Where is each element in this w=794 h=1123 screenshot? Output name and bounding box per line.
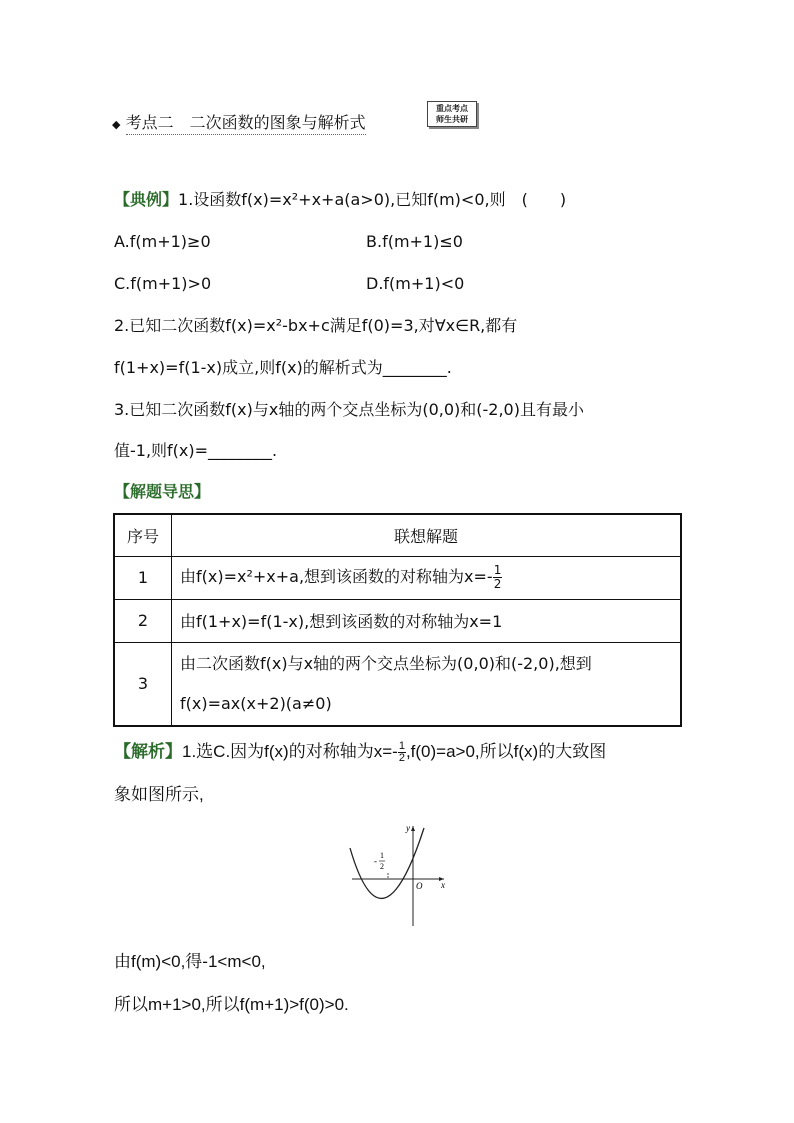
row-text-main: 由f(x)=x²+x+a,想到该函数的对称轴为x=- <box>180 567 493 586</box>
frac-denominator: 2 <box>398 752 405 764</box>
question-2-line-2: f(1+x)=f(1-x)成立,则f(x)的解析式为________. <box>114 358 452 377</box>
solution-line-4: 所以m+1>0,所以f(m+1)>f(0)>0. <box>114 995 349 1014</box>
question-2-line-1: 2.已知二次函数f(x)=x²-bx+c满足f(0)=3,对∀x∈R,都有 <box>114 316 518 335</box>
solution-line-1 <box>114 741 606 764</box>
guide-label-text: 【解题导思】 <box>114 482 211 501</box>
row-text <box>172 642 682 726</box>
x-axis-label: x <box>441 880 445 890</box>
table-row <box>114 556 681 599</box>
row-text: 由f(1+x)=f(1-x),想到该函数的对称轴为x=1 <box>172 599 682 642</box>
tick-denominator: 2 <box>380 862 384 871</box>
section-title: 考点二 二次函数的图象与解析式 <box>126 113 366 135</box>
table-header-row <box>114 514 681 556</box>
section-badge <box>427 101 477 127</box>
guide-label <box>114 482 210 502</box>
example-label: 【典例】 <box>114 190 179 209</box>
row-num: 2 <box>114 599 172 642</box>
section-heading <box>112 113 366 135</box>
fraction <box>493 564 503 591</box>
badge-line-1: 重点考点 <box>436 104 468 113</box>
solution-text-b: ,f(0)=a>0,所以f(x)的大致图 <box>405 741 607 761</box>
frac-denominator: 2 <box>493 577 502 591</box>
table-row <box>114 642 681 726</box>
origin-label: O <box>416 881 423 891</box>
diamond-bullet-icon: ◆ <box>112 118 121 131</box>
option-b: B.f(m+1)≤0 <box>366 232 463 251</box>
tick-numerator: 1 <box>380 851 384 860</box>
frac-numerator: 1 <box>493 563 502 577</box>
table-row <box>114 599 681 642</box>
col-header-num: 序号 <box>114 514 172 556</box>
question-1 <box>114 190 566 210</box>
question-1-text: 1.设函数f(x)=x²+x+a(a>0),已知f(m)<0,则 ( ) <box>178 190 567 209</box>
parabola-figure <box>340 818 460 928</box>
row-num: 3 <box>114 642 172 726</box>
fraction <box>398 741 406 764</box>
row-text-line-2: f(x)=ax(x+2)(a≠0) <box>180 693 332 713</box>
option-a: A.f(m+1)≥0 <box>114 232 211 251</box>
solution-text-a: 1.选C.因为f(x)的对称轴为x=- <box>182 741 398 761</box>
option-d: D.f(m+1)<0 <box>366 274 465 293</box>
y-axis-label: y <box>406 823 410 833</box>
option-c: C.f(m+1)>0 <box>114 274 212 293</box>
guide-table <box>113 513 682 727</box>
row-text-line-1: 由二次函数f(x)与x轴的两个交点坐标为(0,0)和(-2,0),想到 <box>180 653 592 673</box>
frac-numerator: 1 <box>398 740 405 752</box>
solution-line-3: 由f(m)<0,得-1<m<0, <box>114 952 266 971</box>
solution-line-2: 象如图所示, <box>114 785 204 804</box>
solution-label: 【解析】 <box>114 741 182 761</box>
tick-minus: - <box>374 856 377 866</box>
badge-line-2: 师生共研 <box>436 115 468 124</box>
question-3-line-2: 值-1,则f(x)=________. <box>114 441 278 460</box>
question-3-line-1: 3.已知二次函数f(x)与x轴的两个交点坐标为(0,0)和(-2,0)且有最小 <box>114 400 584 419</box>
y-axis-arrow-icon <box>411 826 415 831</box>
row-text <box>172 556 682 599</box>
col-header-text: 联想解题 <box>172 514 682 556</box>
row-num: 1 <box>114 556 172 599</box>
